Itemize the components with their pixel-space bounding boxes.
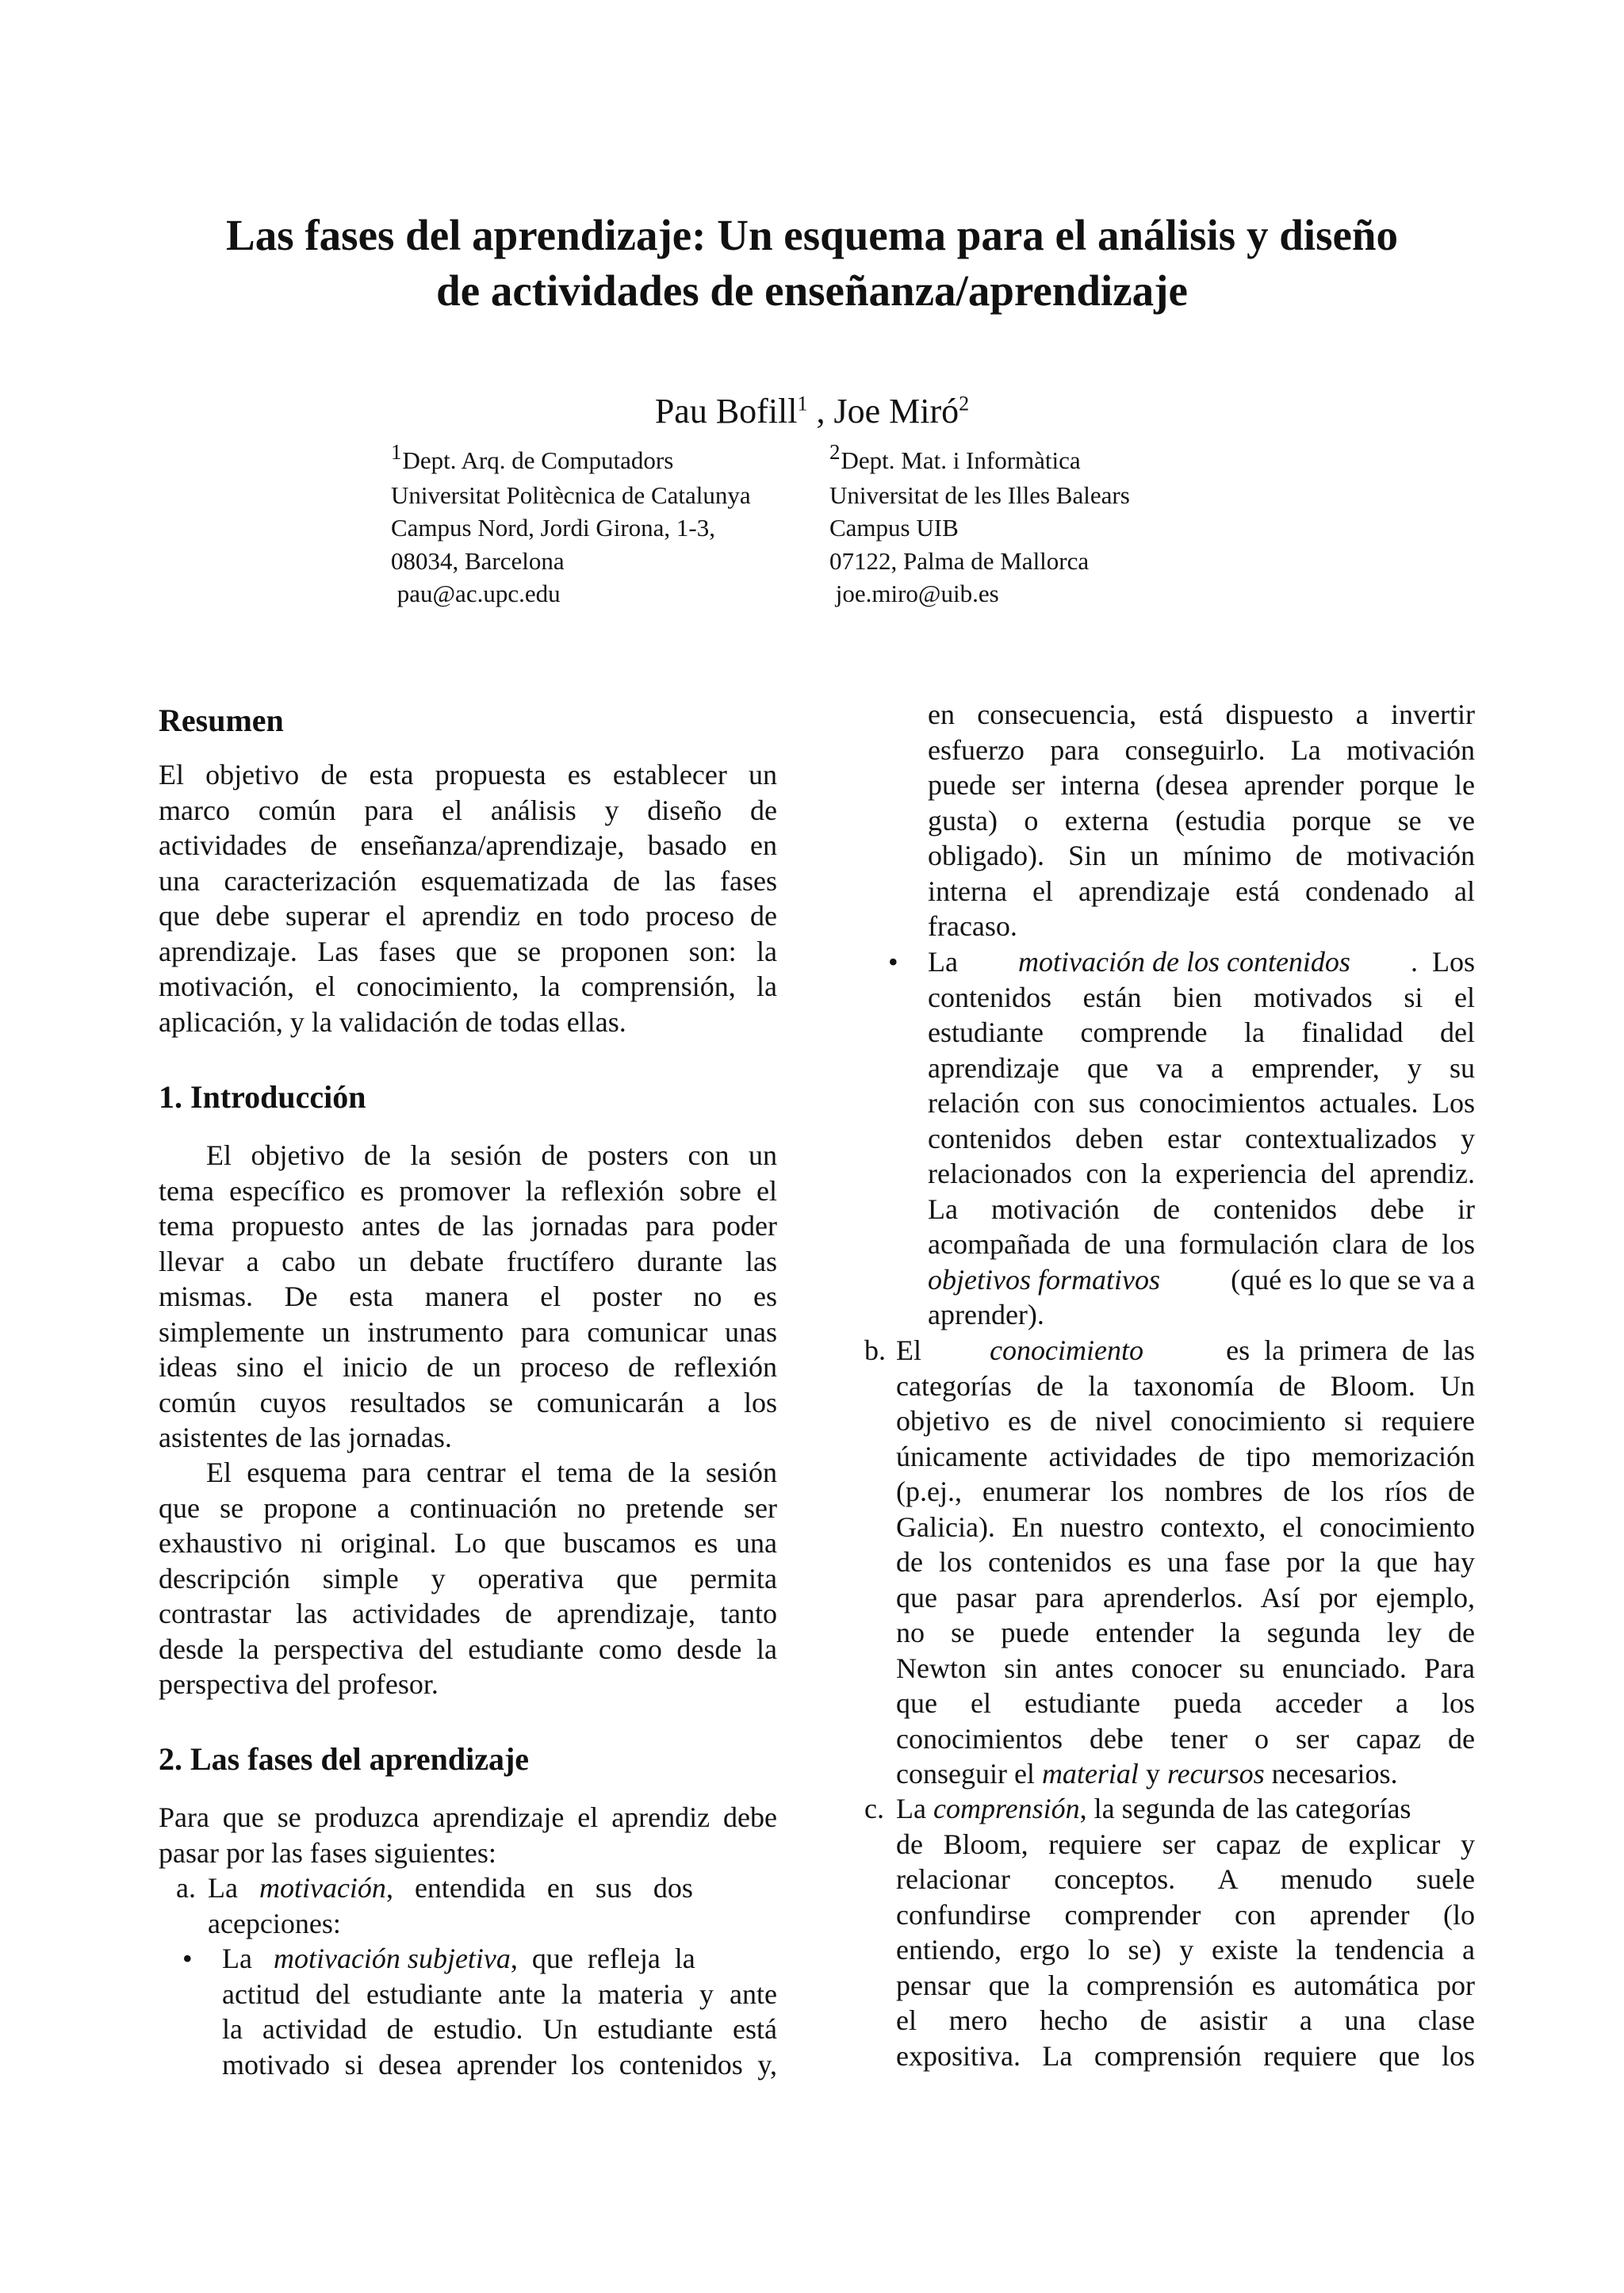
text-line: fracaso. [928,910,1017,942]
intro-paragraph-1 [159,1138,777,1456]
text-line: la actividad de estudio. Un estudiante está [222,2013,777,2045]
text-line: perspectiva del profesor. [159,1668,439,1700]
list-item-c [864,1791,1475,2073]
text-run: comprensión [933,1793,1080,1824]
text-line: motivado si desea aprender los contenidos y, [222,2048,777,2081]
list-label-a: a. [176,1872,196,1904]
text-line: entiendo, ergo lo se) y existe la tendencia a [896,1934,1475,1966]
text-line: expositiva. La comprensión requiere que los [896,2039,1475,2072]
bullet-motivacion-subjetiva [159,1941,777,2082]
text-line: desde la perspectiva del estudiante como desde la [159,1633,777,1665]
bullet-motivacion-contenidos [864,944,1475,1333]
text-line: categorías de la taxonomía de Bloom. Un [896,1369,1475,1402]
text-line: de los contenidos es una fase por la que hay [896,1546,1475,1578]
text-line: marco común para el análisis y diseño de [159,794,777,826]
text-line: contrastar las actividades de aprendizaje, tanto [159,1598,777,1629]
author-1-mark: 1 [797,392,808,415]
text-line: relacionar conceptos. A menudo suele [896,1863,1475,1895]
text-line [208,1870,777,1906]
text-line: El objetivo de esta propuesta es establecer un [159,759,777,790]
text-line: interna el aprendizaje está condenado al [928,875,1475,907]
text-line: puede ser interna (desea aprender porque le [928,769,1475,801]
bullet-icon: • [888,946,898,978]
text-run: La [928,946,958,978]
text-run: motivación subjetiva [273,1943,511,1974]
text-line: común cuyos resultados se comunicarán a los [159,1386,777,1418]
text-line: esfuerzo para conseguirlo. La motivación [928,733,1475,766]
text-line: exhaustivo ni original. Lo que buscamos es una [159,1527,777,1559]
text-line: que se propone a continuación no pretende ser [159,1491,777,1524]
affiliation-2-campus: Campus UIB [829,514,959,542]
fases-intro [159,1800,777,1870]
intro-heading: 1. Introducción [159,1079,366,1115]
affiliation-2-mark: 2 [829,440,841,464]
text-line: mismas. De esta manera el poster no es [159,1280,777,1312]
text-run: material [1041,1758,1139,1790]
text-line: no se puede entender la segunda ley de [896,1617,1475,1648]
affiliation-1-city: 08034, Barcelona [391,546,565,575]
text-line: motivación, el conocimiento, la comprensión, la [159,970,777,1002]
text-run: (qué es lo que se va a [1224,1263,1475,1296]
author-2-mark: 2 [959,392,970,415]
text-line: descripción simple y operativa que permita [159,1562,777,1594]
affiliation-2-email: joe.miro@uib.es [829,580,999,607]
title-line-2: de actividades de enseñanza/aprendizaje [436,266,1188,315]
text-line: contenidos están bien motivados si el [928,981,1475,1013]
bullet-subjetiva-continued [928,697,1475,944]
text-run: es la primera de las [1212,1334,1475,1366]
text-line: pensar que la comprensión es automática por [896,1969,1475,2001]
text-run: necesarios. [1264,1758,1398,1790]
text-line: relacionados con la experiencia del aprendiz. [928,1158,1475,1189]
text-line: (p.ej., enumerar los nombres de los ríos de [896,1476,1475,1507]
affiliation-1 [391,440,751,611]
text-line: que debe superar el aprendiz en todo proceso de [159,900,777,932]
text-line: Galicia). En nuestro contexto, el conocimiento [896,1510,1475,1543]
list-label-c: c. [864,1793,884,1824]
text-run: conocimiento [990,1334,1144,1366]
affiliation-2-dept: Dept. Mat. i Informàtica [841,446,1081,474]
text-line: llevar a cabo un debate fructífero durante las [159,1245,777,1277]
author-1: Pau Bofill [654,392,798,431]
text-line: tema propuesto antes de las jornadas para poder [159,1210,777,1242]
author-list [0,390,1624,433]
text-line: conocimientos debe tener o ser capaz de [896,1722,1475,1755]
resumen-heading: Resumen [159,702,284,738]
text-line: pasar por las fases siguientes: [159,1836,496,1869]
text-run: recursos [1166,1758,1265,1790]
text-line: el mero hecho de asistir a una clase [896,2004,1475,2036]
text-line [222,1941,777,1977]
text-run: El [896,1334,921,1366]
text-run: objetivos formativos [928,1263,1160,1296]
text-line: estudiante comprende la finalidad del [928,1016,1475,1048]
text-line [896,1756,1475,1792]
text-line: de Bloom, requiere ser capaz de explicar y [896,1828,1475,1860]
affiliation-1-campus: Campus Nord, Jordi Girona, 1-3, [391,514,715,542]
fases-heading: 2. Las fases del aprendizaje [159,1741,530,1777]
text-line: tema específico es promover la reflexión sobre el [159,1174,777,1207]
text-line: aprender). [928,1299,1044,1330]
text-line: simplemente un instrumento para comunicar unas [159,1315,777,1348]
text-run: motivación de los contenidos [1018,946,1350,978]
resumen-body [159,757,777,1039]
text-line [896,1791,1475,1827]
author-2: , Joe Miró [807,392,959,431]
text-run: La [222,1943,252,1974]
affiliation-1-dept: Dept. Arq. de Computadors [402,446,674,474]
text-line: confundirse comprender con aprender (lo [896,1898,1475,1931]
list-label-b: b. [864,1334,886,1366]
affiliation-1-email: pau@ac.upc.edu [391,580,561,607]
bullet-icon: • [182,1943,193,1974]
text-run: , la segunda de las categorías [1079,1793,1411,1824]
text-run: , entendida en sus dos [385,1872,693,1904]
text-run: . Los [1410,946,1475,978]
text-line: Newton sin antes conocer su enunciado. Para [896,1652,1475,1684]
list-item-a [159,1870,777,1941]
affiliation-1-university: Universitat Politècnica de Catalunya [391,480,751,509]
paper-title [119,208,1505,319]
text-run: motivación [259,1872,386,1904]
text-line: aprendizaje. Las fases que se proponen son: la [159,935,777,967]
text-run: conseguir el [896,1758,1042,1790]
text-line: ideas sino el inicio de un proceso de reflexión [159,1351,777,1383]
text-line: en consecuencia, está dispuesto a invertir [928,699,1475,730]
affiliation-2-city: 07122, Palma de Mallorca [829,546,1090,575]
text-line: gusta) o externa (estudia porque se ve [928,804,1475,836]
text-line: que pasar para aprenderlos. Así por ejemplo, [896,1581,1475,1614]
list-item-b [864,1333,1475,1792]
affiliation-2-university: Universitat de les Illes Balears [829,480,1130,509]
text-line: una caracterización esquematizada de las fases [159,864,777,897]
text-run: La [208,1872,238,1904]
affiliation-2 [829,440,1130,611]
affiliation-1-mark: 1 [391,440,402,464]
text-line: únicamente actividades de tipo memorización [896,1440,1475,1472]
text-run: y [1138,1758,1167,1790]
text-run: , que refleja la [510,1943,695,1974]
text-line: acompañada de una formulación clara de los [928,1228,1475,1260]
text-line: relación con sus conocimientos actuales. Los [928,1087,1475,1119]
text-line: El objetivo de la sesión de posters con un [206,1139,777,1171]
text-line: objetivo es de nivel conocimiento si requiere [896,1405,1475,1437]
text-line [896,1333,1475,1369]
text-line [928,1262,1475,1298]
text-line [928,944,1475,980]
text-line: El esquema para centrar el tema de la sesión [206,1457,777,1488]
text-line: aplicación, y la validación de todas ellas. [159,1005,626,1038]
text-line: aprendizaje que va a emprender, y su [928,1051,1475,1084]
text-line: actitud del estudiante ante la materia y ante [222,1977,777,2010]
text-line: Para que se produzca aprendizaje el aprendiz debe [159,1801,777,1833]
text-line: acepciones: [208,1907,341,1939]
text-line: obligado). Sin un mínimo de motivación [928,840,1475,871]
text-line: que el estudiante pueda acceder a los [896,1687,1475,1719]
title-line-1: Las fases del aprendizaje: Un esquema para el análisis y diseño [226,211,1398,259]
text-line: actividades de enseñanza/aprendizaje, basado en [159,829,777,861]
text-line: asistentes de las jornadas. [159,1422,452,1453]
text-line: contenidos deben estar contextualizados y [928,1122,1475,1154]
text-line: La motivación de contenidos debe ir [928,1192,1475,1225]
text-run: La [896,1793,933,1824]
intro-paragraph-2 [159,1455,777,1702]
